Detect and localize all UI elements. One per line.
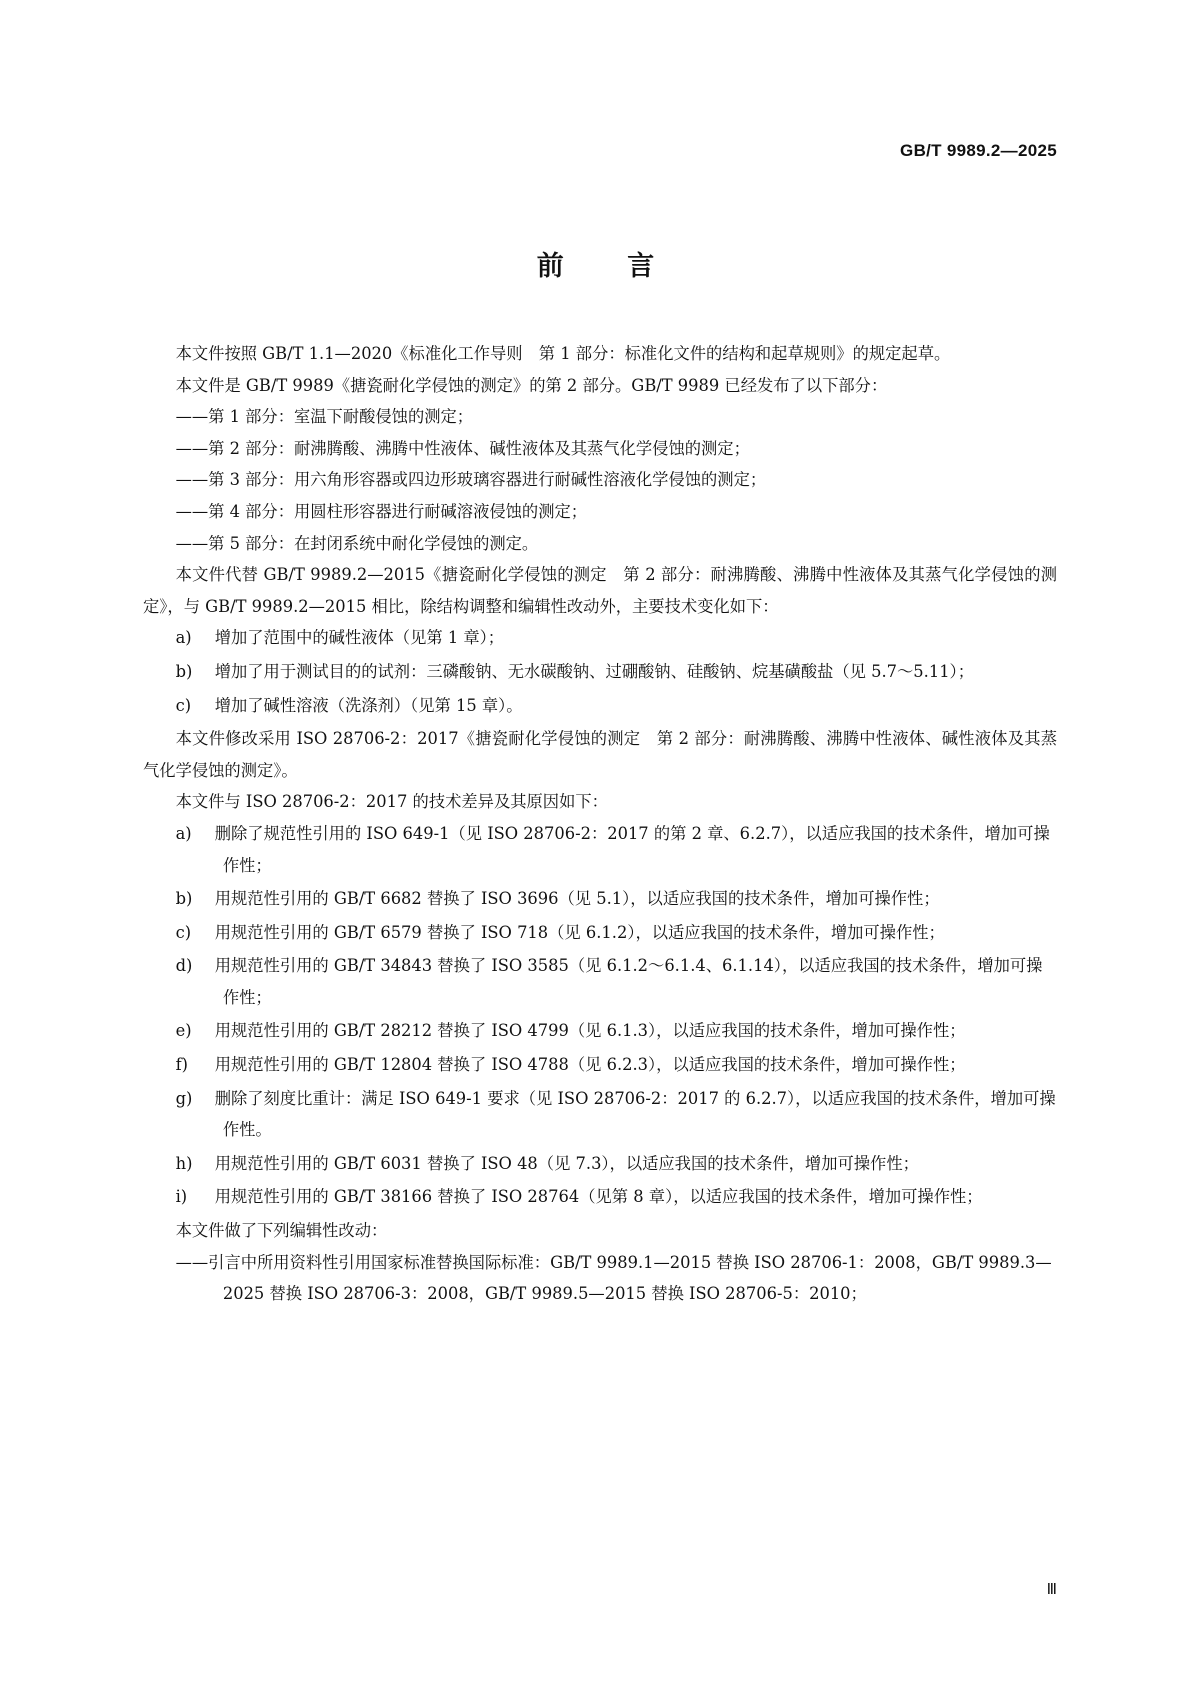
paragraph-adoption: 本文件修改采用 ISO 28706-2：2017《搪瓷耐化学侵蚀的测定 第 2 部分：耐沸腾酸、沸腾中性液体、碱性液体及其蒸气化学侵蚀的测定》。 [143, 729, 1057, 780]
list-item-text: 删除了规范性引用的 ISO 649-1（见 ISO 28706-2：2017 的第 2 章、6.2.7），以适应我国的技术条件，增加可操作性； [214, 823, 1050, 875]
list-marker: a) [175, 628, 192, 648]
list-item [143, 883, 1057, 915]
list-item: ——第 5 部分：在封闭系统中耐化学侵蚀的测定。 [175, 533, 539, 553]
list-marker: a) [175, 823, 192, 843]
list-item [143, 656, 1057, 688]
list-item-text: 用规范性引用的 GB/T 6031 替换了 ISO 48（见 7.3），以适应我国的技术条件，增加可操作性； [214, 1153, 919, 1173]
list-item [143, 917, 1057, 949]
foreword-body [143, 338, 1057, 1310]
list-item [143, 1015, 1057, 1047]
list-item-text: 增加了用于测试目的的试剂：三磷酸钠、无水碳酸钠、过硼酸钠、硅酸钠、烷基磺酸盐（见 5.7～5.11）； [214, 661, 974, 681]
paragraph-series-intro: 本文件是 GB/T 9989《搪瓷耐化学侵蚀的测定》的第 2 部分。GB/T 9989 已经发布了以下部分： [175, 375, 888, 395]
list-item [143, 1049, 1057, 1081]
list-marker: h) [175, 1153, 193, 1173]
list-item-text: 增加了范围中的碱性液体（见第 1 章）； [214, 628, 505, 648]
list-marker: g) [175, 1088, 193, 1108]
list-item-text: 用规范性引用的 GB/T 6579 替换了 ISO 718（见 6.1.2），以适应我国的技术条件，增加可操作性； [214, 922, 945, 942]
list-item-text: 用规范性引用的 GB/T 28212 替换了 ISO 4799（见 6.1.3），以适应我国的技术条件，增加可操作性； [214, 1021, 966, 1041]
list-marker: i) [175, 1187, 188, 1207]
list-marker: c) [175, 695, 192, 715]
page-title: 前 言 [536, 251, 655, 282]
list-item-text: 用规范性引用的 GB/T 12804 替换了 ISO 4788（见 6.2.3），以适应我国的技术条件，增加可操作性； [214, 1055, 966, 1075]
list-marker: e) [175, 1021, 192, 1041]
list-item-text: 用规范性引用的 GB/T 34843 替换了 ISO 3585（见 6.1.2～6.1.4、6.1.14），以适应我国的技术条件，增加可操作性； [214, 956, 1043, 1007]
list-marker: f) [175, 1055, 188, 1075]
list-item [143, 690, 1057, 722]
list-item [143, 1181, 1057, 1213]
paragraph-differences-intro: 本文件与 ISO 28706-2：2017 的技术差异及其原因如下： [175, 792, 608, 812]
list-item [143, 622, 1057, 654]
list-item: ——第 4 部分：用圆柱形容器进行耐碱溶液侵蚀的测定； [175, 501, 588, 521]
list-item: ——引言中所用资料性引用国家标准替换国际标准：GB/T 9989.1—2015 替换 ISO 28706-1：2008，GB/T 9989.3—2025 替换 ISO 28706-3：2008，GB/T 9989.5—2015 替换 ISO 28706-5：2010； [175, 1252, 1052, 1304]
paragraph-editorial-intro: 本文件做了下列编辑性改动： [175, 1221, 388, 1241]
paragraph-replaces: 本文件代替 GB/T 9989.2—2015《搪瓷耐化学侵蚀的测定 第 2 部分：耐沸腾酸、沸腾中性液体及其蒸气化学侵蚀的测定》，与 GB/T 9989.2—2015 相比，除结构调整和编辑性改动外，主要技术变化如下： [143, 565, 1057, 616]
list-item-text: 删除了刻度比重计：满足 ISO 649-1 要求（见 ISO 28706-2：2017 的 6.2.7），以适应我国的技术条件，增加可操作性。 [214, 1088, 1056, 1140]
list-marker: d) [175, 956, 193, 976]
list-item [143, 1083, 1057, 1146]
list-item-text: 用规范性引用的 GB/T 38166 替换了 ISO 28764（见第 8 章），以适应我国的技术条件，增加可操作性； [214, 1187, 983, 1207]
list-item: ——第 2 部分：耐沸腾酸、沸腾中性液体、碱性液体及其蒸气化学侵蚀的测定； [175, 438, 750, 458]
list-marker: b) [175, 661, 193, 681]
page-number: Ⅲ [1046, 1582, 1057, 1598]
paragraph-drafting-rules: 本文件按照 GB/T 1.1—2020《标准化工作导则 第 1 部分：标准化文件的结构和起草规则》的规定起草。 [175, 344, 951, 363]
list-item-text: 用规范性引用的 GB/T 6682 替换了 ISO 3696（见 5.1），以适应我国的技术条件，增加可操作性； [214, 889, 940, 909]
list-item-text: 增加了碱性溶液（洗涤剂）（见第 15 章）。 [214, 695, 523, 715]
list-marker: b) [175, 889, 193, 909]
list-item [143, 950, 1057, 1013]
list-item [143, 818, 1057, 881]
list-marker: c) [175, 922, 192, 942]
list-item: ——第 1 部分：室温下耐酸侵蚀的测定； [175, 407, 474, 427]
standard-code: GB/T 9989.2—2025 [900, 141, 1057, 160]
list-item: ——第 3 部分：用六角形容器或四边形玻璃容器进行耐碱性溶液化学侵蚀的测定； [175, 470, 767, 490]
list-item [143, 1148, 1057, 1180]
